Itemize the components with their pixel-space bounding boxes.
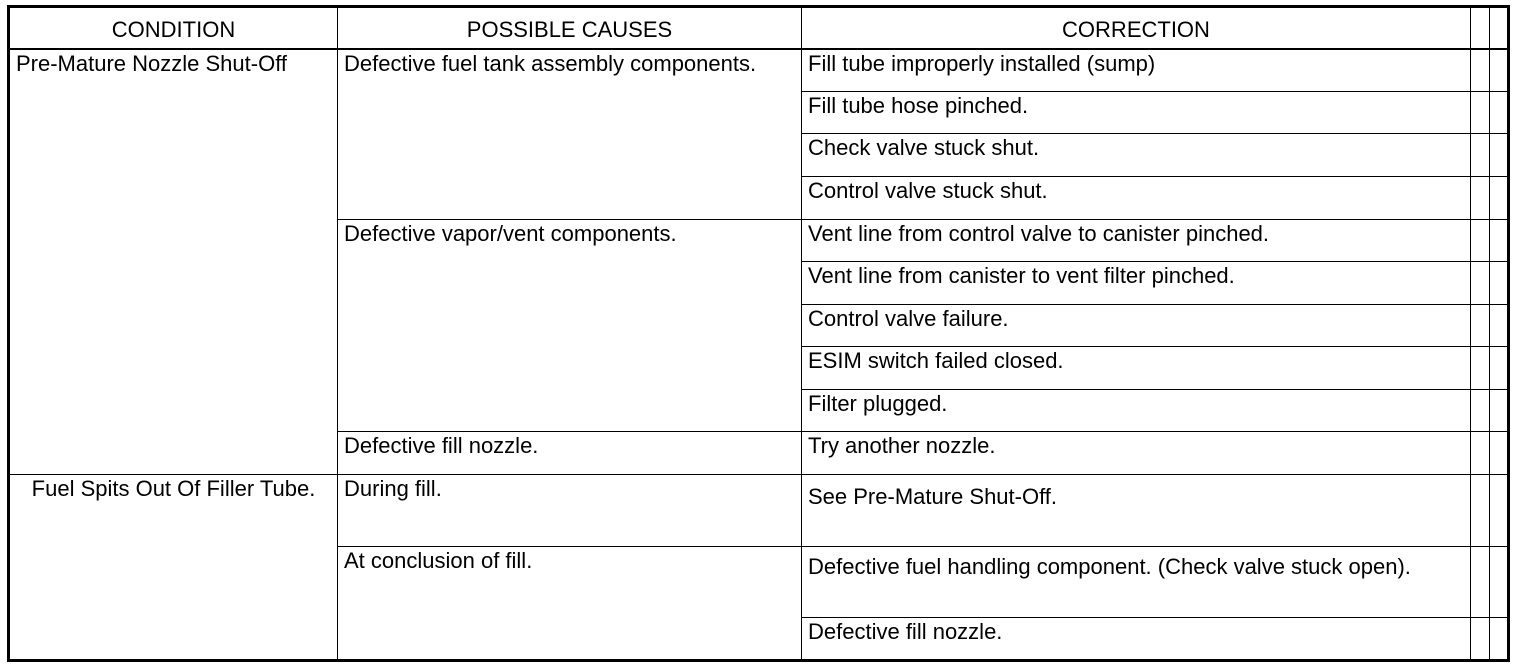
blank-cell xyxy=(1490,547,1509,618)
blank-cell xyxy=(1490,432,1509,475)
correction-cell: Fill tube hose pinched. xyxy=(802,92,1471,134)
blank-cell xyxy=(1471,305,1490,347)
cause-cell: At conclusion of fill. xyxy=(338,547,802,661)
cause-cell: Defective fill nozzle. xyxy=(338,432,802,475)
correction-cell: ESIM switch failed closed. xyxy=(802,347,1471,390)
blank-cell xyxy=(1471,177,1490,220)
table-row xyxy=(9,49,1509,92)
blank-cell xyxy=(1490,305,1509,347)
correction-cell: Defective fill nozzle. xyxy=(802,618,1471,661)
blank-cell xyxy=(1490,262,1509,305)
blank-cell xyxy=(1471,347,1490,390)
correction-cell: Control valve stuck shut. xyxy=(802,177,1471,220)
blank-cell xyxy=(1471,220,1490,262)
blank-cell xyxy=(1490,134,1509,177)
blank-cell xyxy=(1471,547,1490,618)
correction-cell: Try another nozzle. xyxy=(802,432,1471,475)
blank-cell xyxy=(1490,220,1509,262)
blank-cell xyxy=(1490,475,1509,547)
correction-cell: Fill tube improperly installed (sump) xyxy=(802,49,1471,92)
correction-cell: Control valve failure. xyxy=(802,305,1471,347)
blank-cell xyxy=(1471,49,1490,92)
header-possible-causes: POSSIBLE CAUSES xyxy=(338,7,802,49)
blank-cell xyxy=(1490,618,1509,661)
cause-cell: Defective fuel tank assembly components. xyxy=(338,49,802,220)
correction-cell: Vent line from canister to vent filter pinched. xyxy=(802,262,1471,305)
correction-cell: Defective fuel handling component. (Check valve stuck open). xyxy=(802,547,1471,618)
cause-cell: During fill. xyxy=(338,475,802,547)
header-blank-column-1 xyxy=(1471,7,1490,49)
correction-cell: Filter plugged. xyxy=(802,390,1471,432)
table-row xyxy=(9,475,1509,547)
blank-cell xyxy=(1471,134,1490,177)
blank-cell xyxy=(1490,49,1509,92)
blank-cell xyxy=(1490,177,1509,220)
condition-cell: Fuel Spits Out Of Filler Tube. xyxy=(9,475,338,661)
header-row xyxy=(9,7,1509,49)
header-condition: CONDITION xyxy=(9,7,338,49)
blank-cell xyxy=(1490,92,1509,134)
header-correction: CORRECTION xyxy=(802,7,1471,49)
correction-cell: Vent line from control valve to canister pinched. xyxy=(802,220,1471,262)
condition-cell: Pre-Mature Nozzle Shut-Off xyxy=(9,49,338,475)
blank-cell xyxy=(1471,432,1490,475)
diagnosis-table xyxy=(7,5,1510,662)
blank-cell xyxy=(1490,347,1509,390)
blank-cell xyxy=(1471,262,1490,305)
correction-cell: Check valve stuck shut. xyxy=(802,134,1471,177)
header-blank-column-2 xyxy=(1490,7,1509,49)
cause-cell: Defective vapor/vent components. xyxy=(338,220,802,432)
blank-cell xyxy=(1471,475,1490,547)
blank-cell xyxy=(1471,390,1490,432)
blank-cell xyxy=(1471,618,1490,661)
blank-cell xyxy=(1490,390,1509,432)
correction-cell: See Pre-Mature Shut-Off. xyxy=(802,475,1471,547)
blank-cell xyxy=(1471,92,1490,134)
